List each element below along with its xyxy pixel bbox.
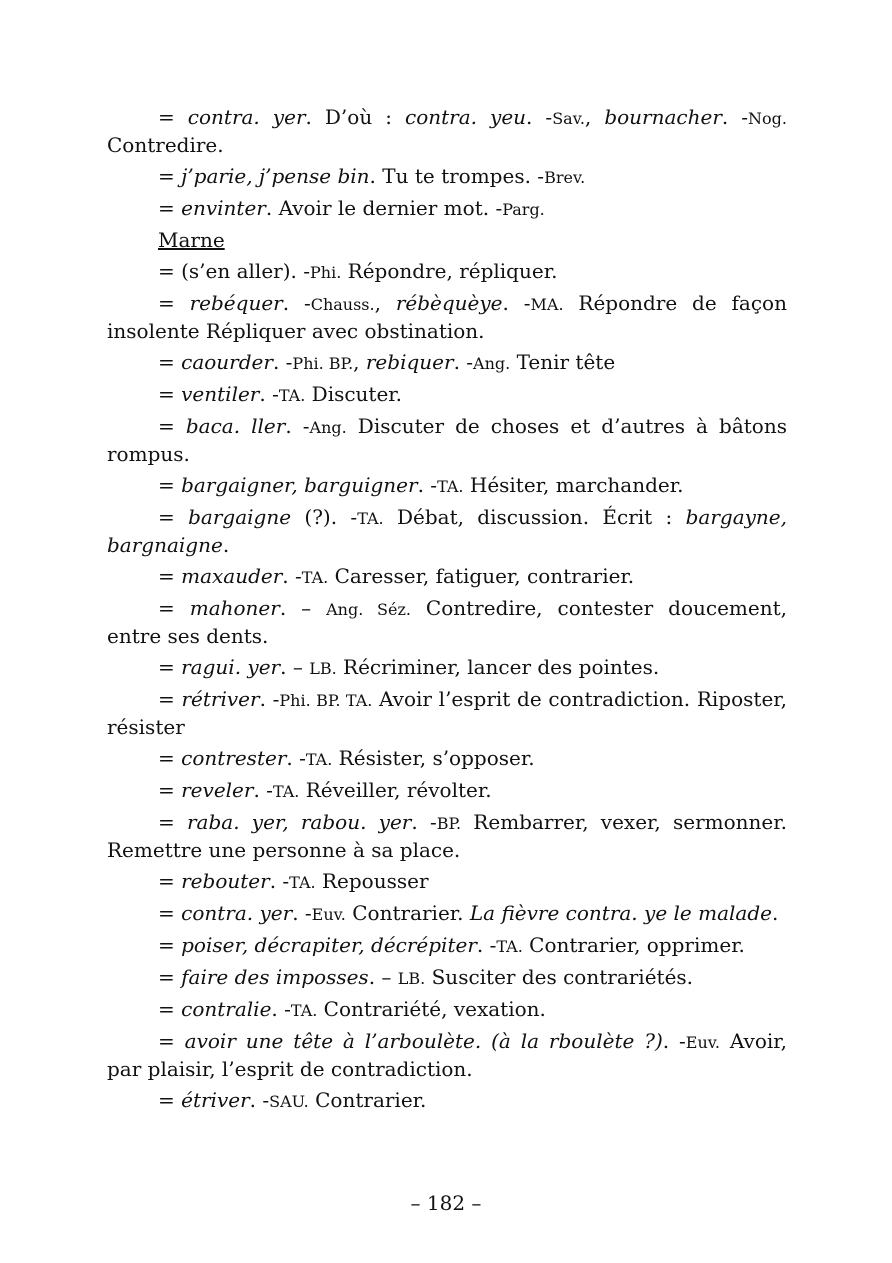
entry-term: contra. yer — [181, 901, 293, 925]
entry-text: Susciter des contrariétés. — [425, 965, 694, 989]
entry-source: MA. — [530, 295, 564, 314]
entry-source: Phi. BP. — [292, 354, 354, 373]
entry-text: = — [158, 778, 182, 802]
entry-term: La fièvre contra. ye le malade — [469, 901, 772, 925]
entry-text: Discuter de choses et d’autres à bâtons rompus. — [107, 414, 787, 466]
entry-term: rébèquèye — [395, 291, 503, 315]
entry-text: = — [158, 901, 182, 925]
entry-term: étriver — [181, 1088, 250, 1112]
entry-text: . - — [269, 869, 290, 893]
dictionary-entry — [107, 996, 787, 1024]
entry-term: rebouter — [181, 869, 270, 893]
dictionary-entry — [107, 809, 787, 864]
entry-text: . - — [259, 687, 280, 711]
entry-source: TA. — [305, 750, 333, 769]
entry-text: , — [374, 291, 396, 315]
entry-source: Parg. — [502, 200, 545, 219]
entry-text: . - — [253, 778, 273, 802]
entry-term: baca. ller — [185, 414, 286, 438]
entry-text: Contredire, contester doucement, entre ses dents. — [107, 596, 787, 648]
entry-source: TA. — [437, 477, 464, 496]
entry-term: ventiler — [181, 382, 260, 406]
entry-text: Récriminer, lancer des pointes. — [336, 655, 660, 679]
entry-text: = — [158, 291, 190, 315]
entry-text: Répondre, répliquer. — [341, 259, 558, 283]
entry-source: Nog. — [748, 109, 787, 128]
entry-term: raba. yer, rabou. yer — [186, 810, 412, 834]
entry-text: . – — [279, 596, 327, 620]
entry-text: Hésiter, marchander. — [463, 473, 684, 497]
entry-text: Résister, s’opposer. — [332, 746, 535, 770]
entry-source: SAU. — [269, 1092, 309, 1111]
dictionary-entry — [107, 413, 787, 468]
entry-source: TA. — [289, 873, 316, 892]
entry-text: = — [158, 1088, 182, 1112]
entry-text: . - — [417, 473, 438, 497]
entry-text: . – — [368, 965, 398, 989]
entry-text: . - — [411, 810, 437, 834]
entry-text: . - — [259, 382, 279, 406]
section-heading: Marne — [158, 228, 225, 252]
entry-text: = — [158, 564, 182, 588]
entry-source: Ang. Séz. — [326, 600, 411, 619]
entry-source: TA. — [290, 1001, 318, 1020]
dictionary-entry — [107, 868, 787, 896]
entry-source: LB. — [309, 659, 337, 678]
entry-text: . - — [282, 564, 302, 588]
entry-source: Brev. — [544, 168, 586, 187]
entry-text: = — [158, 505, 189, 529]
dictionary-entry — [107, 472, 787, 500]
entry-text: = — [158, 933, 182, 957]
entry-term: bargaigne — [188, 505, 292, 529]
entry-term: rebiquer — [365, 350, 454, 374]
entry-text: , — [353, 350, 366, 374]
entry-term: rétriver — [181, 687, 260, 711]
dictionary-entry — [107, 932, 787, 960]
entry-text: = — [158, 414, 186, 438]
entry-text: = — [158, 687, 182, 711]
dictionary-entry — [107, 504, 787, 559]
entry-text: . - — [271, 997, 291, 1021]
entry-text: Réveiller, révolter. — [299, 778, 492, 802]
entry-term: poiser, décrapiter, décrépiter — [181, 933, 477, 957]
entry-text: . - — [526, 105, 553, 129]
entry-text: = — [158, 810, 187, 834]
entry-text: Rembarrer, vexer, sermonner. Remettre une personne à sa place. — [107, 810, 787, 862]
entry-source: TA. — [496, 937, 523, 956]
entry-text: . - — [292, 901, 312, 925]
entry-source: TA. — [357, 509, 384, 528]
entry-text: Répondre de façon insolente Répliquer avec obstination. — [107, 291, 787, 343]
dictionary-entry — [107, 964, 787, 992]
entry-source: Ang. — [473, 354, 511, 373]
entry-source: BP. — [436, 814, 462, 833]
entry-source: TA. — [272, 782, 300, 801]
entry-text: Avoir, par plaisir, l’esprit de contradiction. — [107, 1029, 787, 1081]
entry-text: . - — [285, 414, 310, 438]
dictionary-entry — [107, 290, 787, 345]
entry-term: mahoner — [189, 596, 280, 620]
entry-term: bargaigner, barguigner — [181, 473, 418, 497]
dictionary-entry — [107, 654, 787, 682]
dictionary-entry — [107, 563, 787, 591]
entry-term: contrester — [181, 746, 287, 770]
page-number: – 182 – — [410, 1191, 482, 1215]
entry-text: . - — [721, 105, 749, 129]
entry-text: . - — [272, 350, 293, 374]
entry-text: Repousser — [315, 869, 429, 893]
entry-term: maxauder — [181, 564, 283, 588]
entry-text: Avoir l’esprit de contradiction. Riposter, résister — [107, 687, 787, 739]
entry-term: rebéquer — [189, 291, 283, 315]
entry-source: Ang. — [309, 418, 347, 437]
entry-term: reveler — [181, 778, 254, 802]
entry-source: LB. — [397, 969, 426, 988]
entry-source: Euv. — [685, 1033, 720, 1052]
entry-text: . - — [502, 291, 531, 315]
dictionary-entry — [107, 349, 787, 377]
entry-text: = — [158, 965, 182, 989]
entry-text: . — [771, 901, 779, 925]
entry-text: = — [158, 997, 182, 1021]
entry-text: Contrarier. — [308, 1088, 427, 1112]
dictionary-entry — [107, 686, 787, 741]
entry-text: Discuter. — [305, 382, 403, 406]
entry-term: contra. yer — [187, 105, 306, 129]
dictionary-entry — [107, 195, 787, 223]
entry-text: Contrarier. — [345, 901, 470, 925]
entry-text: = — [158, 105, 188, 129]
entry-source: TA. — [301, 568, 329, 587]
entry-source: Phi. — [310, 263, 342, 282]
entry-term: contra. yeu — [405, 105, 527, 129]
entry-text: = — [158, 164, 182, 188]
entry-text: . - — [249, 1088, 270, 1112]
entry-term: contralie — [181, 997, 272, 1021]
entry-text: = — [158, 382, 182, 406]
entry-source: Chauss. — [310, 295, 375, 314]
entry-source: Euv. — [311, 905, 346, 924]
entry-text: Tenir tête — [510, 350, 616, 374]
entry-term: bournacher — [604, 105, 722, 129]
entry-text: = — [158, 196, 182, 220]
dictionary-entry — [107, 745, 787, 773]
entry-text: . - — [662, 1029, 686, 1053]
entry-text: Débat, discussion. Écrit : — [383, 505, 686, 529]
dictionary-entry — [107, 163, 787, 191]
entry-text: Contrarier, opprimer. — [522, 933, 745, 957]
dictionary-entry — [107, 258, 787, 286]
entry-text: . - — [282, 291, 311, 315]
entry-text: = (s’en aller). - — [158, 259, 311, 283]
dictionary-entry — [107, 1028, 787, 1083]
entry-text: . - — [453, 350, 474, 374]
entry-source: Phi. BP. TA. — [279, 691, 373, 710]
entry-text: , — [584, 105, 605, 129]
entry-term: faire des imposses — [181, 965, 369, 989]
entry-text: = — [158, 869, 182, 893]
entry-text: = — [158, 350, 182, 374]
entry-text: . — [222, 533, 230, 557]
entry-text: . Avoir le dernier mot. - — [265, 196, 503, 220]
dictionary-entry — [107, 777, 787, 805]
page-body — [107, 104, 787, 1119]
entry-term: avoir une tête à l’arboulète. (à la rboulète ?) — [184, 1029, 663, 1053]
entry-text: . Tu te trompes. - — [369, 164, 545, 188]
entry-text: Contredire. — [107, 133, 224, 157]
entry-source: TA. — [278, 386, 306, 405]
entry-text: . - — [476, 933, 497, 957]
entry-text: (?). - — [291, 505, 358, 529]
dictionary-entry — [107, 900, 787, 928]
dictionary-entry — [107, 104, 787, 159]
entry-text: = — [158, 473, 182, 497]
dictionary-entry — [107, 1087, 787, 1115]
dictionary-entry — [107, 381, 787, 409]
entry-text: = — [158, 1029, 185, 1053]
entry-text: Caresser, fatiguer, contrarier. — [328, 564, 635, 588]
entry-text: = — [158, 746, 182, 770]
entry-text: = — [158, 655, 182, 679]
entry-term: caourder — [181, 350, 273, 374]
entry-text: . – — [280, 655, 310, 679]
entry-text: Contrariété, vexation. — [317, 997, 546, 1021]
entry-text: . D’où : — [305, 105, 405, 129]
dictionary-entry — [107, 595, 787, 650]
entry-text: . - — [286, 746, 306, 770]
entry-term: ragui. yer — [181, 655, 281, 679]
entry-term: bargayne, bargnaigne — [107, 505, 787, 557]
entry-text: = — [158, 596, 190, 620]
entry-term: j’parie, j’pense bin — [181, 164, 370, 188]
entry-term: envinter — [181, 196, 266, 220]
entry-source: Sav. — [552, 109, 585, 128]
